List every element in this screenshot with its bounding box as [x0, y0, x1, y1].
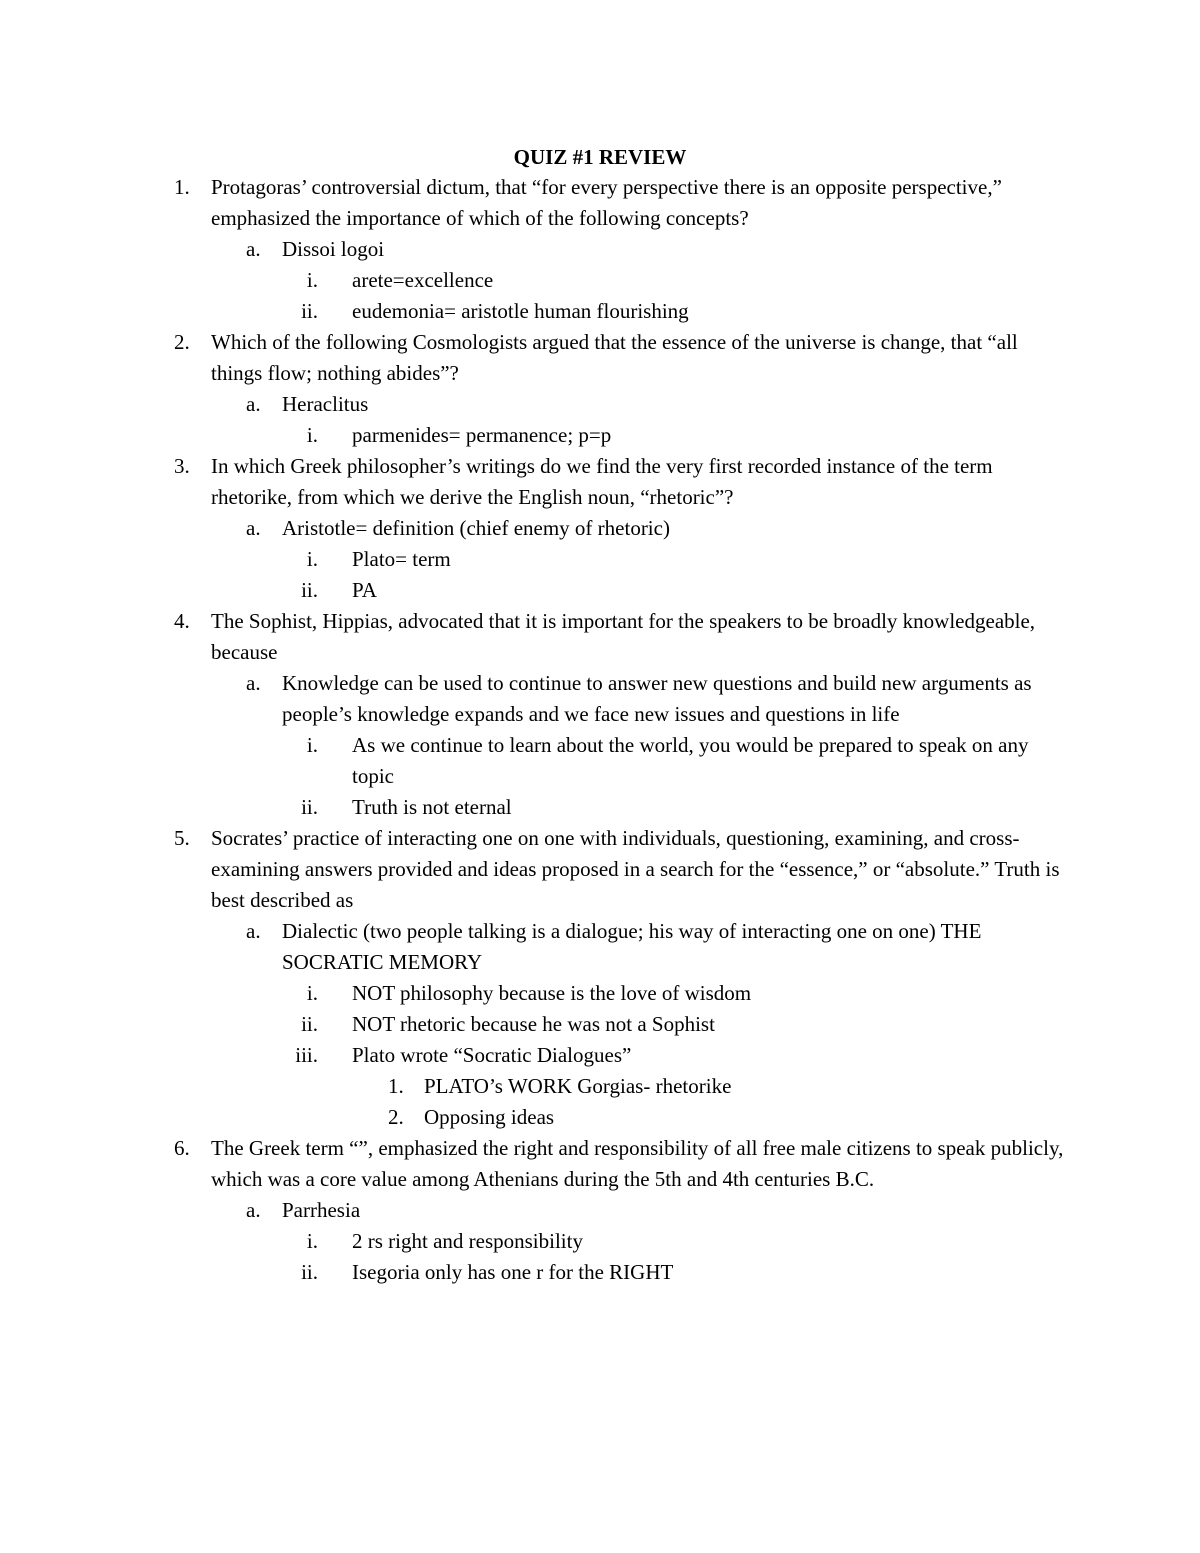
note-item: [0, 730, 1200, 792]
answer-item: [0, 389, 1200, 420]
note-item: [0, 296, 1200, 327]
answer-item: [0, 513, 1200, 544]
note-item: [0, 792, 1200, 823]
question-marker: 1.: [174, 175, 190, 199]
answer-marker: a.: [246, 919, 261, 943]
page-title: QUIZ #1 REVIEW: [513, 145, 687, 169]
answer-item: [0, 234, 1200, 265]
question-item: [0, 451, 1200, 513]
note-item: [0, 420, 1200, 451]
answer-marker: a.: [246, 237, 261, 261]
sub-note-text: PLATO’s WORK Gorgias- rhetorike: [424, 1074, 732, 1098]
question-marker: 6.: [174, 1136, 190, 1160]
note-text: arete=excellence: [352, 268, 494, 292]
answer-text: Knowledge can be used to continue to answer new questions and build new arguments as people’s knowledge expands and we face new issues and questions in life: [282, 671, 1032, 726]
note-text: Truth is not eternal: [352, 795, 512, 819]
note-marker: ii.: [301, 795, 318, 819]
answer-text: Dissoi logoi: [282, 237, 385, 261]
note-text: NOT rhetoric because he was not a Sophist: [352, 1012, 715, 1036]
answer-item: [0, 1195, 1200, 1226]
question-item: [0, 606, 1200, 668]
note-text: Plato wrote “Socratic Dialogues”: [352, 1043, 632, 1067]
note-marker: i.: [306, 733, 318, 757]
question-marker: 5.: [174, 826, 190, 850]
answer-marker: a.: [246, 516, 261, 540]
sub-note-text: Opposing ideas: [424, 1105, 555, 1129]
question-marker: 4.: [174, 609, 190, 633]
note-item: [0, 1040, 1200, 1071]
question-text: The Greek term “”, emphasized the right and responsibility of all free male citizens to speak publicly, which was a core value among Athenians during the 5th and 4th centuries B.C.: [211, 1136, 1064, 1191]
sub-note-item: [0, 1102, 1200, 1133]
note-item: [0, 1226, 1200, 1257]
answer-marker: a.: [246, 392, 261, 416]
answer-text: Parrhesia: [282, 1198, 361, 1222]
question-item: [0, 823, 1200, 916]
note-text: Plato= term: [352, 547, 451, 571]
answer-item: [0, 668, 1200, 730]
question-marker: 3.: [174, 454, 190, 478]
note-item: [0, 544, 1200, 575]
question-text: Protagoras’ controversial dictum, that “for every perspective there is an opposite perspective,” emphasized the importance of which of the following concepts?: [211, 175, 1002, 230]
note-marker: ii.: [301, 299, 318, 323]
question-text: The Sophist, Hippias, advocated that it is important for the speakers to be broadly knowledgeable, because: [211, 609, 1036, 664]
answer-item: [0, 916, 1200, 978]
note-text: parmenides= permanence; p=p: [352, 423, 612, 447]
answer-text: Aristotle= definition (chief enemy of rhetoric): [282, 516, 670, 540]
sub-note-marker: 2.: [388, 1105, 404, 1129]
note-marker: iii.: [295, 1043, 318, 1067]
note-text: eudemonia= aristotle human flourishing: [352, 299, 689, 323]
note-item: [0, 1009, 1200, 1040]
note-item: [0, 575, 1200, 606]
note-marker: ii.: [301, 1260, 318, 1284]
note-text: NOT philosophy because is the love of wisdom: [352, 981, 752, 1005]
question-text: Which of the following Cosmologists argued that the essence of the universe is change, that “all things flow; nothing abides”?: [211, 330, 1018, 385]
note-item: [0, 978, 1200, 1009]
note-marker: ii.: [301, 578, 318, 602]
answer-marker: a.: [246, 1198, 261, 1222]
note-text: 2 rs right and responsibility: [352, 1229, 583, 1253]
note-item: [0, 265, 1200, 296]
question-marker: 2.: [174, 330, 190, 354]
note-text: As we continue to learn about the world, you would be prepared to speak on any topic: [352, 733, 1029, 788]
sub-note-marker: 1.: [388, 1074, 404, 1098]
answer-marker: a.: [246, 671, 261, 695]
note-item: [0, 1257, 1200, 1288]
answer-text: Dialectic (two people talking is a dialogue; his way of interacting one on one) THE SOCRATIC MEMORY: [282, 919, 982, 974]
question-text: Socrates’ practice of interacting one on one with individuals, questioning, examining, and cross-examining answers provided and ideas proposed in a search for the “essence,” or “absolute.” Truth is best described as: [211, 826, 1060, 912]
note-marker: i.: [306, 423, 318, 447]
note-marker: i.: [306, 981, 318, 1005]
note-text: Isegoria only has one r for the RIGHT: [352, 1260, 674, 1284]
question-item: [0, 172, 1200, 234]
note-marker: i.: [306, 547, 318, 571]
note-marker: i.: [306, 268, 318, 292]
answer-text: Heraclitus: [282, 392, 369, 416]
sub-note-item: [0, 1071, 1200, 1102]
note-marker: ii.: [301, 1012, 318, 1036]
question-item: [0, 1133, 1200, 1195]
note-text: PA: [352, 578, 377, 602]
question-text: In which Greek philosopher’s writings do we find the very first recorded instance of the term rhetorike, from which we derive the English noun, “rhetoric”?: [211, 454, 993, 509]
question-item: [0, 327, 1200, 389]
quiz-review-list: [0, 172, 1200, 1288]
note-marker: i.: [306, 1229, 318, 1253]
